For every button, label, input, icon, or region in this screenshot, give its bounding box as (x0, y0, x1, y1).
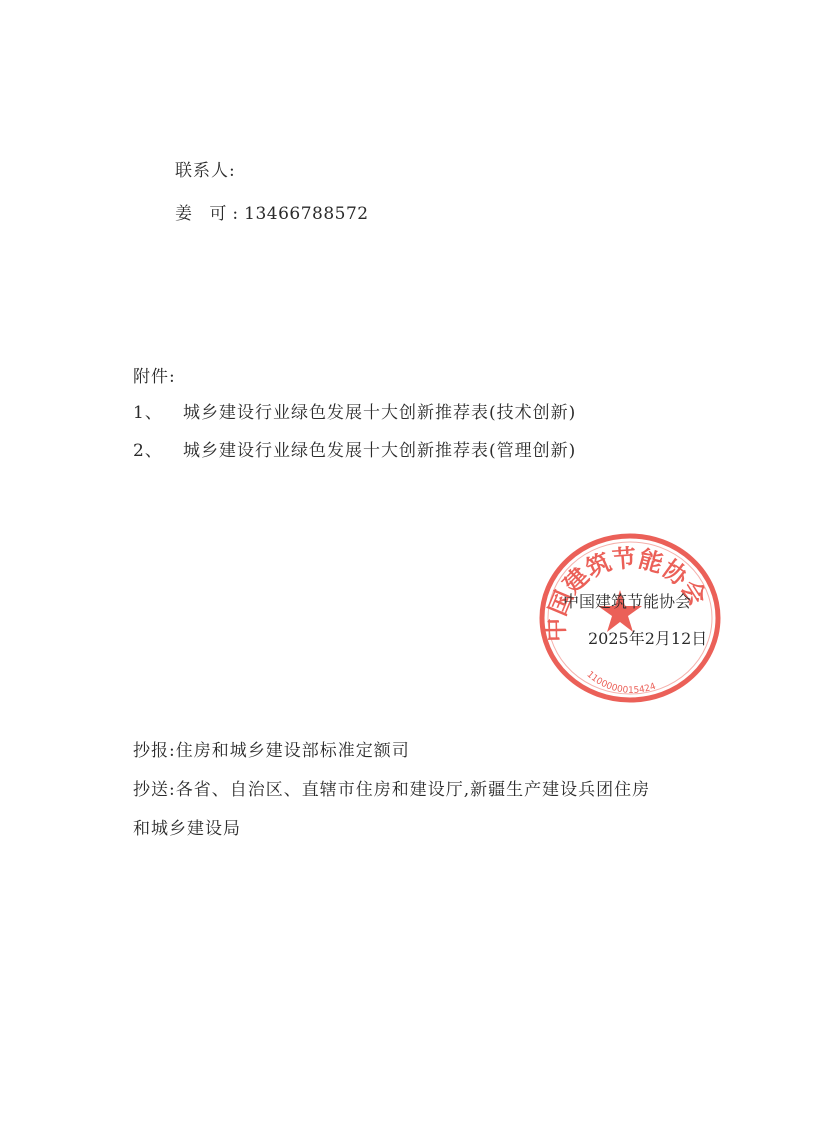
attachments-label: 附件: (133, 367, 176, 387)
attachment-item (133, 402, 576, 424)
official-seal-stamp (538, 532, 722, 704)
contact-person-phone: 13466788572 (244, 204, 369, 224)
contact-person-name: 姜 可: (175, 204, 245, 224)
attachment-number: 1、 (133, 403, 163, 423)
signature-date: 2025年2月12日 (588, 629, 708, 648)
signature-organization: 中国建筑节能协会 (563, 592, 692, 611)
copy-to-line2: 和城乡建设局 (133, 819, 241, 839)
contact-label: 联系人: (175, 161, 236, 181)
seal-code: 1100000015424 (584, 669, 658, 696)
seal-ring-text: 中国建筑节能协会 (541, 544, 712, 643)
attachment-item (133, 440, 576, 462)
report-to: 抄报:住房和城乡建设部标准定额司 (133, 741, 410, 761)
attachment-number: 2、 (133, 441, 163, 461)
contact-person (175, 203, 369, 225)
attachment-text: 城乡建设行业绿色发展十大创新推荐表(管理创新) (183, 441, 577, 461)
copy-to-line1: 抄送:各省、自治区、直辖市住房和建设厅,新疆生产建设兵团住房 (133, 780, 651, 800)
attachment-text: 城乡建设行业绿色发展十大创新推荐表(技术创新) (183, 403, 577, 423)
